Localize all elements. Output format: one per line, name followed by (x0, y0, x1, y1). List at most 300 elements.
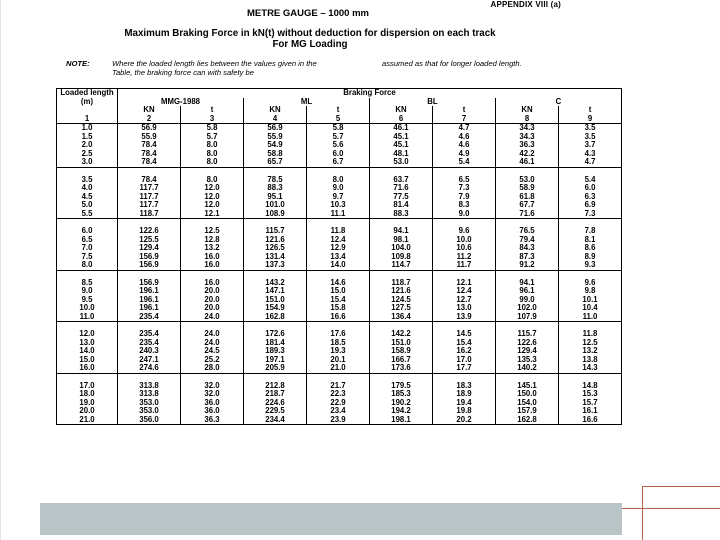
braking-force-table (56, 88, 622, 425)
force-cell: 55.9 (244, 133, 307, 142)
force-cell: 10.4 (559, 304, 622, 313)
force-cell: 189.3 (244, 347, 307, 356)
force-cell: 151.0 (244, 296, 307, 305)
loaded-length-cell: 19.0 (57, 399, 118, 408)
force-cell: 179.5 (370, 382, 433, 391)
force-cell: 109.8 (370, 253, 433, 262)
force-cell: 24.0 (181, 313, 244, 322)
force-cell: 8.1 (559, 236, 622, 245)
force-cell: 4.3 (559, 150, 622, 159)
force-cell: 156.9 (118, 261, 181, 270)
force-cell: 91.2 (496, 261, 559, 270)
force-cell: 34.3 (496, 133, 559, 142)
spacer-cell (559, 373, 622, 382)
group-spacer (57, 270, 622, 279)
force-cell: 18.5 (307, 339, 370, 348)
spacer-cell (307, 167, 370, 176)
force-cell: 12.4 (433, 287, 496, 296)
group-spacer (57, 167, 622, 176)
force-cell: 5.4 (433, 158, 496, 167)
force-cell: 58.8 (244, 150, 307, 159)
force-cell: 108.9 (244, 210, 307, 219)
force-cell: 115.7 (244, 227, 307, 236)
force-cell: 12.1 (181, 210, 244, 219)
loaded-length-cell: 7.0 (57, 244, 118, 253)
loaded-length-cell: 21.0 (57, 416, 118, 425)
page-edge (0, 0, 1, 540)
loaded-length-cell: 9.0 (57, 287, 118, 296)
spacer-cell (244, 167, 307, 176)
force-cell: 12.1 (433, 279, 496, 288)
loaded-length-cell: 14.0 (57, 347, 118, 356)
force-cell: 107.9 (496, 313, 559, 322)
force-cell: 14.5 (433, 330, 496, 339)
force-cell: 166.7 (370, 356, 433, 365)
table-row (57, 279, 622, 288)
table-body (57, 124, 622, 425)
unit-header: t (559, 106, 622, 115)
spacer-cell (496, 322, 559, 331)
force-cell: 23.9 (307, 416, 370, 425)
force-cell: 196.1 (118, 304, 181, 313)
force-cell: 162.8 (496, 416, 559, 425)
force-cell: 21.7 (307, 382, 370, 391)
corner-rule (622, 508, 720, 509)
force-cell: 8.0 (307, 176, 370, 185)
force-cell: 17.7 (433, 364, 496, 373)
force-cell: 117.7 (118, 193, 181, 202)
force-cell: 36.0 (181, 399, 244, 408)
force-cell: 11.1 (307, 210, 370, 219)
force-cell: 135.3 (496, 356, 559, 365)
force-cell: 58.9 (496, 184, 559, 193)
force-cell: 15.4 (307, 296, 370, 305)
force-cell: 15.4 (433, 339, 496, 348)
force-cell: 194.2 (370, 407, 433, 416)
force-cell: 94.1 (496, 279, 559, 288)
group-spacer (57, 322, 622, 331)
force-cell: 247.1 (118, 356, 181, 365)
group-header-bl: BL (370, 98, 496, 107)
force-cell: 196.1 (118, 287, 181, 296)
force-cell: 18.9 (433, 390, 496, 399)
force-cell: 137.3 (244, 261, 307, 270)
force-cell: 11.8 (559, 330, 622, 339)
force-cell: 20.2 (433, 416, 496, 425)
spacer-cell (433, 373, 496, 382)
force-cell: 55.9 (118, 133, 181, 142)
loaded-length-cell: 11.0 (57, 313, 118, 322)
loaded-length-cell: 3.5 (57, 176, 118, 185)
force-cell: 9.0 (433, 210, 496, 219)
table-row (57, 133, 622, 142)
force-cell: 81.4 (370, 201, 433, 210)
force-cell: 235.4 (118, 339, 181, 348)
group-header-mmg: MMG-1988 (118, 98, 244, 107)
force-cell: 181.4 (244, 339, 307, 348)
loaded-length-cell: 1.5 (57, 133, 118, 142)
loaded-length-cell: 16.0 (57, 364, 118, 373)
spacer-cell (244, 219, 307, 228)
gauge-title: METRE GAUGE – 1000 mm (247, 8, 369, 19)
force-cell: 77.5 (370, 193, 433, 202)
force-cell: 12.5 (181, 227, 244, 236)
column-number: 7 (433, 115, 496, 124)
force-cell: 28.0 (181, 364, 244, 373)
force-cell: 10.6 (433, 244, 496, 253)
force-cell: 4.7 (433, 124, 496, 133)
loaded-length-cell: 8.0 (57, 261, 118, 270)
force-cell: 5.7 (181, 133, 244, 142)
force-cell: 12.0 (181, 184, 244, 193)
force-cell: 8.9 (559, 253, 622, 262)
force-cell: 8.6 (559, 244, 622, 253)
spacer-cell (370, 219, 433, 228)
spacer-cell (370, 373, 433, 382)
spacer-cell (244, 322, 307, 331)
force-cell: 12.9 (307, 244, 370, 253)
force-cell: 356.0 (118, 416, 181, 425)
spacer-cell (181, 270, 244, 279)
force-cell: 15.3 (559, 390, 622, 399)
spacer-cell (496, 270, 559, 279)
table-row (57, 150, 622, 159)
loaded-length-cell: 5.0 (57, 201, 118, 210)
force-cell: 124.5 (370, 296, 433, 305)
force-cell: 32.0 (181, 382, 244, 391)
force-cell: 56.9 (118, 124, 181, 133)
force-cell: 5.8 (307, 124, 370, 133)
force-cell: 4.6 (433, 141, 496, 150)
force-cell: 36.3 (496, 141, 559, 150)
spacer-cell (181, 322, 244, 331)
spacer-cell (181, 167, 244, 176)
force-cell: 143.2 (244, 279, 307, 288)
spacer-cell (370, 270, 433, 279)
column-number: 3 (181, 115, 244, 124)
force-cell: 5.8 (181, 124, 244, 133)
unit-header: t (181, 106, 244, 115)
force-cell: 14.3 (559, 364, 622, 373)
unit-header: KN (370, 106, 433, 115)
force-cell: 7.3 (433, 184, 496, 193)
column-number: 9 (559, 115, 622, 124)
force-cell: 76.5 (496, 227, 559, 236)
force-cell: 12.8 (181, 236, 244, 245)
spacer-cell (118, 373, 181, 382)
force-cell: 24.0 (181, 330, 244, 339)
force-cell: 14.0 (307, 261, 370, 270)
table-row (57, 356, 622, 365)
force-cell: 34.3 (496, 124, 559, 133)
force-cell: 8.0 (181, 158, 244, 167)
force-cell: 19.3 (307, 347, 370, 356)
table-row (57, 399, 622, 408)
force-cell: 5.6 (307, 141, 370, 150)
force-cell: 10.0 (433, 236, 496, 245)
force-cell: 122.6 (496, 339, 559, 348)
force-cell: 147.1 (244, 287, 307, 296)
force-cell: 45.1 (370, 133, 433, 142)
force-cell: 6.3 (559, 193, 622, 202)
spacer-cell (118, 219, 181, 228)
force-cell: 12.0 (181, 193, 244, 202)
spacer-cell (307, 270, 370, 279)
unit-header: KN (496, 106, 559, 115)
table-row (57, 347, 622, 356)
force-cell: 240.3 (118, 347, 181, 356)
table-row (57, 184, 622, 193)
force-cell: 157.9 (496, 407, 559, 416)
loaded-length-cell: 2.5 (57, 150, 118, 159)
force-cell: 48.1 (370, 150, 433, 159)
force-cell: 156.9 (118, 279, 181, 288)
spacer-cell (307, 373, 370, 382)
spacer-cell (433, 322, 496, 331)
force-cell: 36.3 (181, 416, 244, 425)
loaded-length-cell: 12.0 (57, 330, 118, 339)
spacer-cell (181, 373, 244, 382)
table-row (57, 416, 622, 425)
spacer-cell (307, 219, 370, 228)
force-cell: 9.3 (559, 261, 622, 270)
force-cell: 11.8 (307, 227, 370, 236)
loaded-length-cell: 9.5 (57, 296, 118, 305)
force-cell: 313.8 (118, 382, 181, 391)
force-cell: 63.7 (370, 176, 433, 185)
table-row (57, 141, 622, 150)
force-cell: 12.4 (307, 236, 370, 245)
force-cell: 7.9 (433, 193, 496, 202)
force-cell: 56.9 (244, 124, 307, 133)
spacer-cell (57, 270, 118, 279)
force-cell: 78.4 (118, 141, 181, 150)
unit-header: t (433, 106, 496, 115)
force-cell: 7.3 (559, 210, 622, 219)
force-cell: 20.1 (307, 356, 370, 365)
spacer-cell (118, 167, 181, 176)
column-number: 1 (57, 115, 118, 124)
spacer-cell (433, 167, 496, 176)
force-cell: 235.4 (118, 313, 181, 322)
footer-band (40, 503, 622, 535)
loaded-length-cell: 10.0 (57, 304, 118, 313)
spacer-cell (496, 219, 559, 228)
force-cell: 118.7 (370, 279, 433, 288)
note-block (66, 60, 566, 87)
force-cell: 23.4 (307, 407, 370, 416)
force-cell: 8.0 (181, 141, 244, 150)
table-row (57, 330, 622, 339)
force-cell: 205.9 (244, 364, 307, 373)
force-cell: 99.0 (496, 296, 559, 305)
table-row (57, 253, 622, 262)
loaded-length-cell: 20.0 (57, 407, 118, 416)
force-cell: 88.3 (244, 184, 307, 193)
loaded-length-cell: 1.0 (57, 124, 118, 133)
spacer-cell (57, 322, 118, 331)
force-cell: 16.0 (181, 279, 244, 288)
force-cell: 190.2 (370, 399, 433, 408)
table-row (57, 236, 622, 245)
force-cell: 46.1 (496, 158, 559, 167)
force-cell: 102.0 (496, 304, 559, 313)
force-cell: 11.2 (433, 253, 496, 262)
table-row (57, 407, 622, 416)
force-cell: 8.3 (433, 201, 496, 210)
note-text-right: assumed as that for longer loaded length. (382, 60, 522, 68)
force-cell: 19.4 (433, 399, 496, 408)
force-cell: 88.3 (370, 210, 433, 219)
appendix-label: APPENDIX VIII (a) (490, 0, 561, 9)
force-cell: 17.6 (307, 330, 370, 339)
column-number: 4 (244, 115, 307, 124)
spacer-cell (433, 270, 496, 279)
loaded-length-cell: 3.0 (57, 158, 118, 167)
force-cell: 115.7 (496, 330, 559, 339)
table-row (57, 244, 622, 253)
force-cell: 4.7 (559, 158, 622, 167)
table-row (57, 261, 622, 270)
force-cell: 20.0 (181, 287, 244, 296)
force-cell: 9.6 (433, 227, 496, 236)
force-cell: 53.0 (496, 176, 559, 185)
table-row (57, 304, 622, 313)
loaded-length-cell: 4.5 (57, 193, 118, 202)
force-cell: 22.9 (307, 399, 370, 408)
force-cell: 172.6 (244, 330, 307, 339)
group-header-ml: ML (244, 98, 370, 107)
force-cell: 9.8 (559, 287, 622, 296)
column-number: 5 (307, 115, 370, 124)
force-cell: 19.8 (433, 407, 496, 416)
force-cell: 122.6 (118, 227, 181, 236)
force-cell: 125.5 (118, 236, 181, 245)
force-cell: 71.6 (496, 210, 559, 219)
force-cell: 218.7 (244, 390, 307, 399)
table-row (57, 227, 622, 236)
force-cell: 78.5 (244, 176, 307, 185)
force-cell: 84.3 (496, 244, 559, 253)
spacer-cell (496, 373, 559, 382)
force-cell: 12.0 (181, 201, 244, 210)
force-cell: 78.4 (118, 150, 181, 159)
force-cell: 234.4 (244, 416, 307, 425)
force-cell: 224.6 (244, 399, 307, 408)
force-cell: 98.1 (370, 236, 433, 245)
force-cell: 22.3 (307, 390, 370, 399)
force-cell: 15.8 (307, 304, 370, 313)
loaded-length-cell: 18.0 (57, 390, 118, 399)
force-cell: 12.5 (559, 339, 622, 348)
force-cell: 16.0 (181, 253, 244, 262)
force-cell: 94.1 (370, 227, 433, 236)
force-cell: 9.7 (307, 193, 370, 202)
loaded-length-cell: 13.0 (57, 339, 118, 348)
force-cell: 15.7 (559, 399, 622, 408)
unit-header: KN (118, 106, 181, 115)
spacer-cell (118, 270, 181, 279)
loaded-length-cell: 5.5 (57, 210, 118, 219)
table-row (57, 193, 622, 202)
table-row (57, 210, 622, 219)
force-cell: 121.6 (370, 287, 433, 296)
loaded-length-cell: 4.0 (57, 184, 118, 193)
force-cell: 129.4 (118, 244, 181, 253)
spacer-cell (559, 270, 622, 279)
force-cell: 104.0 (370, 244, 433, 253)
blank-unit-cell (57, 106, 118, 115)
table-row (57, 390, 622, 399)
table-row (57, 382, 622, 391)
spacer-cell (559, 322, 622, 331)
spacer-cell (244, 373, 307, 382)
spacer-cell (433, 219, 496, 228)
force-cell: 129.4 (496, 347, 559, 356)
force-cell: 67.7 (496, 201, 559, 210)
force-cell: 6.0 (559, 184, 622, 193)
force-cell: 11.7 (433, 261, 496, 270)
force-cell: 10.1 (559, 296, 622, 305)
force-cell: 13.2 (181, 244, 244, 253)
heading-line-2: For MG Loading (272, 39, 348, 50)
note-text-left: Where the loaded length lies between the values given in the Table, the braking force can with safety be (112, 60, 317, 77)
spacer-cell (244, 270, 307, 279)
force-cell: 17.0 (433, 356, 496, 365)
column-number: 8 (496, 115, 559, 124)
force-cell: 173.6 (370, 364, 433, 373)
force-cell: 274.6 (118, 364, 181, 373)
force-cell: 197.1 (244, 356, 307, 365)
table-row (57, 287, 622, 296)
force-cell: 136.4 (370, 313, 433, 322)
force-cell: 151.0 (370, 339, 433, 348)
force-cell: 78.4 (118, 176, 181, 185)
force-cell: 154.0 (496, 399, 559, 408)
force-cell: 6.5 (433, 176, 496, 185)
force-cell: 13.2 (559, 347, 622, 356)
force-cell: 353.0 (118, 399, 181, 408)
loaded-length-header: Loaded length (m) (57, 89, 118, 107)
force-cell: 158.9 (370, 347, 433, 356)
force-cell: 13.0 (433, 304, 496, 313)
spacer-cell (307, 322, 370, 331)
force-cell: 14.6 (307, 279, 370, 288)
loaded-length-cell: 17.0 (57, 382, 118, 391)
table-row (57, 313, 622, 322)
force-cell: 162.8 (244, 313, 307, 322)
force-cell: 3.7 (559, 141, 622, 150)
force-cell: 20.0 (181, 304, 244, 313)
column-number: 2 (118, 115, 181, 124)
force-cell: 4.9 (433, 150, 496, 159)
force-cell: 353.0 (118, 407, 181, 416)
force-cell: 71.6 (370, 184, 433, 193)
force-cell: 5.4 (559, 176, 622, 185)
loaded-length-cell: 2.0 (57, 141, 118, 150)
force-cell: 36.0 (181, 407, 244, 416)
loaded-length-cell: 6.5 (57, 236, 118, 245)
force-cell: 16.6 (307, 313, 370, 322)
force-cell: 42.2 (496, 150, 559, 159)
loaded-length-cell: 7.5 (57, 253, 118, 262)
table-row (57, 158, 622, 167)
force-cell: 24.0 (181, 339, 244, 348)
force-cell: 14.8 (559, 382, 622, 391)
spacer-cell (181, 219, 244, 228)
force-cell: 156.9 (118, 253, 181, 262)
force-cell: 61.8 (496, 193, 559, 202)
